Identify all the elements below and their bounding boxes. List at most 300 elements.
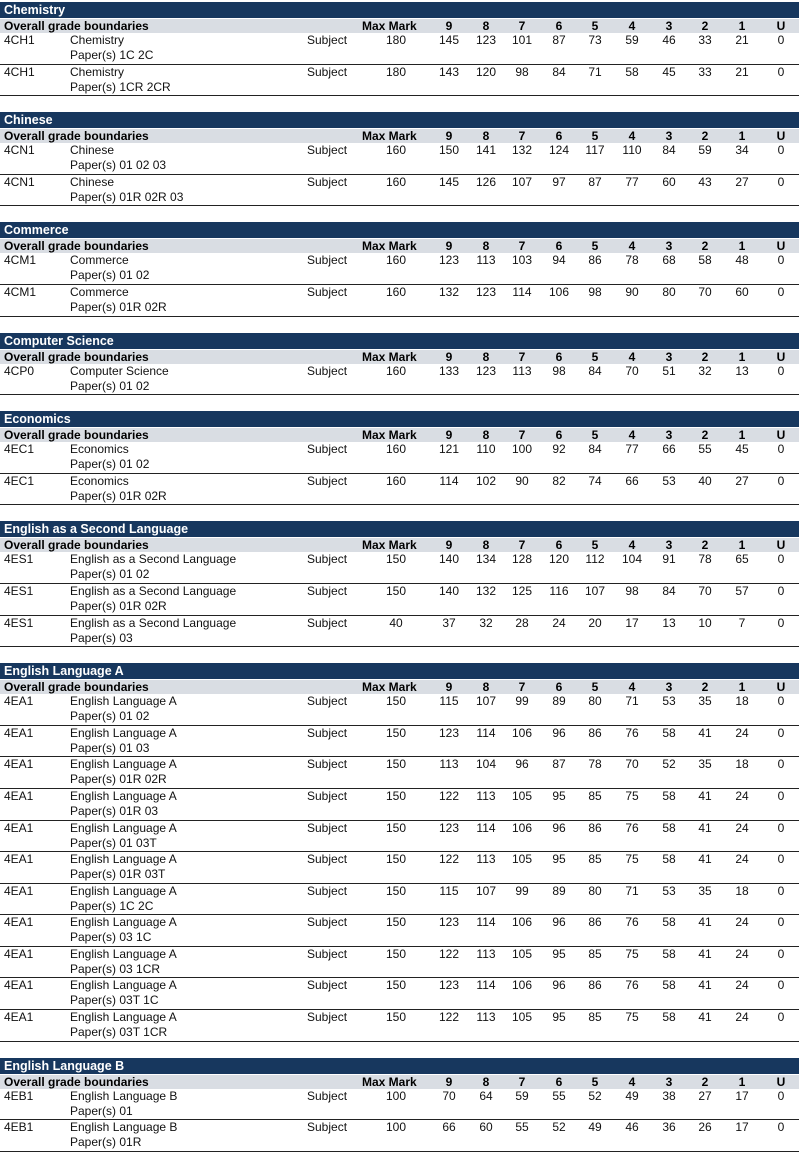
grade-header: 7 xyxy=(518,239,526,254)
grade-header: 9 xyxy=(445,239,453,254)
grade-boundary-value: 140 xyxy=(438,583,460,598)
section-title: Chinese xyxy=(0,112,799,128)
subject-section xyxy=(0,663,799,1042)
max-mark-header: Max Mark xyxy=(362,1074,417,1089)
qualification-type: Subject xyxy=(307,615,348,630)
qualification-type: Subject xyxy=(307,473,348,488)
grade-header: 7 xyxy=(518,428,526,443)
qualification-name xyxy=(70,852,177,882)
table-row xyxy=(0,915,799,947)
grade-boundary-value: 0 xyxy=(777,253,785,268)
grade-boundary-value: 99 xyxy=(515,883,529,898)
grade-boundary-value: 24 xyxy=(735,788,749,803)
qualification-title: English as a Second Language xyxy=(70,552,237,567)
qualification-title: Economics xyxy=(70,473,129,488)
qualification-title: English Language B xyxy=(70,1120,178,1135)
grade-boundary-value: 123 xyxy=(438,978,460,993)
max-mark-value: 150 xyxy=(385,694,407,709)
grade-boundary-value: 18 xyxy=(735,694,749,709)
section-title: Economics xyxy=(0,411,799,427)
qualification-code: 4EB1 xyxy=(4,1088,34,1103)
grade-boundary-value: 80 xyxy=(662,284,676,299)
paper-list: Paper(s) 01R 02R xyxy=(70,772,167,787)
grade-header: 2 xyxy=(701,129,709,144)
paper-list: Paper(s) 01 xyxy=(70,1103,133,1118)
grade-boundary-value: 53 xyxy=(662,473,676,488)
grade-boundary-value: 140 xyxy=(438,552,460,567)
qualification-code: 4EA1 xyxy=(4,915,34,930)
grade-boundary-value: 49 xyxy=(588,1120,602,1135)
grade-boundary-value: 66 xyxy=(625,473,639,488)
qualification-title: English Language A xyxy=(70,788,177,803)
grade-boundary-value: 132 xyxy=(511,143,533,158)
grade-boundary-value: 65 xyxy=(735,552,749,567)
qualification-type: Subject xyxy=(307,284,348,299)
grade-boundary-value: 105 xyxy=(511,1010,533,1025)
table-row xyxy=(0,852,799,884)
grade-header: 3 xyxy=(665,129,673,144)
grade-header: 9 xyxy=(445,1074,453,1089)
grade-boundary-value: 105 xyxy=(511,852,533,867)
paper-list: Paper(s) 01 02 xyxy=(70,268,150,283)
column-header-row xyxy=(0,1074,799,1089)
grade-boundary-value: 41 xyxy=(698,852,712,867)
overall-grade-boundaries-label: Overall grade boundaries xyxy=(4,1074,149,1089)
grade-header: 5 xyxy=(591,538,599,553)
grade-header: 2 xyxy=(701,19,709,33)
grade-boundary-value: 76 xyxy=(625,915,639,930)
grade-header: U xyxy=(776,538,786,553)
grade-boundary-value: 91 xyxy=(662,552,676,567)
grade-boundary-value: 18 xyxy=(735,883,749,898)
grade-boundary-value: 90 xyxy=(515,473,529,488)
grade-header: 2 xyxy=(701,1074,709,1089)
grade-boundary-value: 84 xyxy=(662,583,676,598)
paper-list: Paper(s) 03T 1CR xyxy=(70,1025,168,1040)
grade-boundary-value: 37 xyxy=(442,615,456,630)
grade-boundary-value: 41 xyxy=(698,820,712,835)
paper-list: Paper(s) 01R 02R 03 xyxy=(70,189,184,204)
grade-boundary-value: 89 xyxy=(552,883,566,898)
max-mark-header: Max Mark xyxy=(362,680,417,695)
grade-boundary-value: 0 xyxy=(777,583,785,598)
paper-list: Paper(s) 03 1CR xyxy=(70,961,161,976)
grade-boundary-value: 97 xyxy=(552,174,566,189)
grade-boundary-value: 145 xyxy=(438,33,460,47)
grade-boundary-value: 86 xyxy=(588,915,602,930)
grade-boundary-value: 106 xyxy=(511,725,533,740)
max-mark-value: 150 xyxy=(385,946,407,961)
qualification-type: Subject xyxy=(307,883,348,898)
grade-boundary-value: 122 xyxy=(438,852,460,867)
qualification-title: Economics xyxy=(70,442,129,457)
table-row xyxy=(0,789,799,821)
qualification-type: Subject xyxy=(307,852,348,867)
grade-boundary-value: 46 xyxy=(625,1120,639,1135)
table-row xyxy=(0,978,799,1010)
grade-header: 8 xyxy=(482,538,490,553)
qualification-name xyxy=(70,616,236,646)
grade-header: 6 xyxy=(555,129,563,144)
qualification-code: 4EA1 xyxy=(4,978,34,993)
grade-boundary-value: 95 xyxy=(552,852,566,867)
grade-boundary-value: 40 xyxy=(698,473,712,488)
grade-boundary-value: 107 xyxy=(475,694,497,709)
max-mark-value: 180 xyxy=(385,33,407,47)
grade-header: 4 xyxy=(628,428,636,443)
qualification-title: English Language A xyxy=(70,1010,177,1025)
grade-boundary-value: 114 xyxy=(476,978,496,993)
grade-boundary-value: 53 xyxy=(662,883,676,898)
qualification-type: Subject xyxy=(307,788,348,803)
qualification-name xyxy=(70,694,177,724)
grade-boundary-value: 58 xyxy=(662,1010,676,1025)
max-mark-value: 150 xyxy=(385,978,407,993)
grade-boundary-value: 89 xyxy=(552,694,566,709)
grade-boundary-value: 104 xyxy=(475,757,497,772)
grade-boundary-value: 58 xyxy=(698,253,712,268)
section-title: English Language B xyxy=(0,1058,799,1074)
paper-list: Paper(s) 01R 03T xyxy=(70,867,166,882)
grade-boundary-value: 145 xyxy=(438,174,460,189)
qualification-title: English Language A xyxy=(70,946,177,961)
grade-boundary-value: 0 xyxy=(777,33,785,47)
grade-header: 1 xyxy=(738,1074,746,1089)
grade-boundary-value: 95 xyxy=(552,1010,566,1025)
grade-header: 6 xyxy=(555,680,563,695)
grade-boundary-value: 113 xyxy=(512,363,532,378)
subject-section xyxy=(0,112,799,206)
grade-boundary-value: 34 xyxy=(735,143,749,158)
grade-boundary-value: 114 xyxy=(476,915,496,930)
grade-boundary-value: 41 xyxy=(698,978,712,993)
grade-boundary-value: 70 xyxy=(698,583,712,598)
grade-boundary-value: 76 xyxy=(625,978,639,993)
grade-boundary-value: 98 xyxy=(625,583,639,598)
qualification-name xyxy=(70,978,177,1008)
qualification-name xyxy=(70,33,153,63)
qualification-type: Subject xyxy=(307,694,348,709)
qualification-type: Subject xyxy=(307,143,348,158)
grade-header: U xyxy=(776,349,786,364)
grade-boundary-value: 122 xyxy=(438,946,460,961)
grade-header: 7 xyxy=(518,129,526,144)
qualification-code: 4EA1 xyxy=(4,883,34,898)
grade-header: 4 xyxy=(628,680,636,695)
grade-boundary-value: 122 xyxy=(438,788,460,803)
grade-boundary-value: 36 xyxy=(662,1120,676,1135)
grade-boundary-value: 35 xyxy=(698,694,712,709)
grade-boundary-value: 71 xyxy=(625,694,639,709)
grade-boundary-value: 66 xyxy=(442,1120,456,1135)
grade-boundary-value: 59 xyxy=(698,143,712,158)
qualification-name xyxy=(70,884,177,914)
grade-boundary-value: 17 xyxy=(735,1088,749,1103)
grade-boundary-value: 75 xyxy=(625,946,639,961)
subject-section xyxy=(0,222,799,316)
grade-boundary-value: 103 xyxy=(511,253,533,268)
grade-boundary-value: 57 xyxy=(735,583,749,598)
table-row xyxy=(0,616,799,648)
grade-boundary-value: 113 xyxy=(476,253,496,268)
grade-boundary-value: 0 xyxy=(777,174,785,189)
grade-boundary-value: 123 xyxy=(438,725,460,740)
grade-header: 8 xyxy=(482,680,490,695)
overall-grade-boundaries-label: Overall grade boundaries xyxy=(4,129,149,144)
grade-boundary-value: 58 xyxy=(662,788,676,803)
qualification-name xyxy=(70,1120,177,1150)
table-row xyxy=(0,884,799,916)
qualification-type: Subject xyxy=(307,978,348,993)
table-row xyxy=(0,285,799,317)
grade-boundary-value: 0 xyxy=(777,757,785,772)
grade-boundary-value: 41 xyxy=(698,788,712,803)
grade-header: 5 xyxy=(591,428,599,443)
grade-boundary-value: 134 xyxy=(475,552,497,567)
grade-boundary-value: 80 xyxy=(588,883,602,898)
qualification-code: 4EA1 xyxy=(4,946,34,961)
qualification-name xyxy=(70,143,166,173)
qualification-title: English Language B xyxy=(70,1088,178,1103)
grade-header: 2 xyxy=(701,349,709,364)
table-row xyxy=(0,1089,799,1121)
subject-section xyxy=(0,2,799,96)
grade-boundary-value: 55 xyxy=(698,442,712,457)
max-mark-value: 150 xyxy=(385,820,407,835)
grade-boundary-value: 55 xyxy=(515,1120,529,1135)
paper-list: Paper(s) 01 02 xyxy=(70,457,150,472)
qualification-code: 4EA1 xyxy=(4,725,34,740)
grade-boundary-value: 0 xyxy=(777,1010,785,1025)
grade-boundary-value: 106 xyxy=(511,820,533,835)
qualification-code: 4ES1 xyxy=(4,583,34,598)
qualification-code: 4CN1 xyxy=(4,143,35,158)
grade-boundary-value: 85 xyxy=(588,1010,602,1025)
grade-header: 8 xyxy=(482,349,490,364)
table-row xyxy=(0,364,799,396)
grade-boundary-value: 32 xyxy=(698,363,712,378)
column-header-row xyxy=(0,18,799,33)
qualification-code: 4CM1 xyxy=(4,253,37,268)
grade-boundary-value: 24 xyxy=(735,1010,749,1025)
section-title: English as a Second Language xyxy=(0,521,799,537)
grade-boundary-value: 110 xyxy=(476,442,496,457)
grade-boundary-value: 0 xyxy=(777,915,785,930)
grade-header: 9 xyxy=(445,349,453,364)
grade-header: 9 xyxy=(445,538,453,553)
qualification-code: 4EA1 xyxy=(4,1010,34,1025)
grade-header: 8 xyxy=(482,19,490,33)
qualification-name xyxy=(70,175,183,205)
grade-boundary-value: 60 xyxy=(662,174,676,189)
section-title: Computer Science xyxy=(0,333,799,349)
subject-section xyxy=(0,521,799,647)
grade-header: 5 xyxy=(591,19,599,33)
grade-boundary-value: 24 xyxy=(735,946,749,961)
qualification-name xyxy=(70,789,177,819)
qualification-code: 4CN1 xyxy=(4,174,35,189)
grade-boundary-value: 104 xyxy=(621,552,643,567)
qualification-name xyxy=(70,1089,177,1119)
grade-boundary-value: 17 xyxy=(735,1120,749,1135)
qualification-type: Subject xyxy=(307,725,348,740)
grade-header: 4 xyxy=(628,19,636,33)
grade-header: 4 xyxy=(628,239,636,254)
grade-boundary-value: 75 xyxy=(625,1010,639,1025)
grade-boundary-value: 41 xyxy=(698,725,712,740)
grade-header: 5 xyxy=(591,680,599,695)
grade-boundary-value: 21 xyxy=(735,64,749,79)
qualification-name xyxy=(70,442,149,472)
grade-boundary-value: 0 xyxy=(777,473,785,488)
max-mark-value: 150 xyxy=(385,1010,407,1025)
qualification-code: 4ES1 xyxy=(4,615,34,630)
grade-boundary-value: 0 xyxy=(777,615,785,630)
max-mark-value: 180 xyxy=(385,64,407,79)
grade-header: U xyxy=(776,1074,786,1089)
grade-boundary-value: 24 xyxy=(735,852,749,867)
grade-header: U xyxy=(776,680,786,695)
grade-boundary-value: 115 xyxy=(439,694,459,709)
overall-grade-boundaries-label: Overall grade boundaries xyxy=(4,349,149,364)
grade-header: 1 xyxy=(738,680,746,695)
section-title: English Language A xyxy=(0,663,799,679)
grade-boundary-value: 125 xyxy=(511,583,533,598)
grade-boundary-value: 86 xyxy=(588,978,602,993)
max-mark-header: Max Mark xyxy=(362,239,417,254)
grade-header: 6 xyxy=(555,349,563,364)
grade-boundary-value: 92 xyxy=(552,442,566,457)
grade-boundary-value: 0 xyxy=(777,788,785,803)
max-mark-value: 160 xyxy=(385,253,407,268)
grade-boundary-value: 46 xyxy=(662,33,676,47)
table-row xyxy=(0,474,799,506)
grade-boundary-value: 95 xyxy=(552,788,566,803)
max-mark-value: 150 xyxy=(385,552,407,567)
grade-boundary-value: 76 xyxy=(625,725,639,740)
grade-boundary-value: 94 xyxy=(552,253,566,268)
grade-boundary-value: 24 xyxy=(735,820,749,835)
grade-boundary-value: 0 xyxy=(777,978,785,993)
qualification-name xyxy=(70,253,149,283)
paper-list: Paper(s) 1CR 2CR xyxy=(70,79,171,94)
grade-header: U xyxy=(776,129,786,144)
paper-list: Paper(s) 03 xyxy=(70,630,133,645)
qualification-name xyxy=(70,285,167,315)
grade-boundary-value: 71 xyxy=(625,883,639,898)
grade-boundary-value: 43 xyxy=(698,174,712,189)
grade-boundary-value: 78 xyxy=(588,757,602,772)
grade-boundary-value: 21 xyxy=(735,33,749,47)
grade-boundary-value: 52 xyxy=(552,1120,566,1135)
grade-boundary-value: 27 xyxy=(735,473,749,488)
grade-boundary-value: 105 xyxy=(511,788,533,803)
grade-header: 4 xyxy=(628,1074,636,1089)
column-header-row xyxy=(0,427,799,442)
subject-section xyxy=(0,411,799,505)
grade-header: U xyxy=(776,428,786,443)
max-mark-value: 100 xyxy=(385,1120,407,1135)
grade-boundary-value: 26 xyxy=(698,1120,712,1135)
grade-boundary-value: 58 xyxy=(662,820,676,835)
grade-boundary-value: 96 xyxy=(515,757,529,772)
grade-boundary-value: 85 xyxy=(588,946,602,961)
grade-boundary-value: 41 xyxy=(698,946,712,961)
grade-boundary-value: 76 xyxy=(625,820,639,835)
column-header-row xyxy=(0,128,799,143)
grade-boundary-value: 58 xyxy=(662,978,676,993)
table-row xyxy=(0,1120,799,1152)
qualification-name xyxy=(70,584,236,614)
grade-boundary-value: 120 xyxy=(475,64,497,79)
qualification-code: 4ES1 xyxy=(4,552,34,567)
grade-boundary-value: 143 xyxy=(438,64,460,79)
qualification-name xyxy=(70,65,171,95)
grade-boundary-value: 58 xyxy=(662,946,676,961)
grade-boundary-value: 112 xyxy=(585,552,605,567)
grade-boundary-value: 87 xyxy=(588,174,602,189)
grade-header: 3 xyxy=(665,19,673,33)
grade-boundary-value: 0 xyxy=(777,852,785,867)
grade-boundary-value: 110 xyxy=(622,143,642,158)
grade-boundary-value: 115 xyxy=(439,883,459,898)
paper-list: Paper(s) 01R xyxy=(70,1135,142,1150)
grade-header: 3 xyxy=(665,1074,673,1089)
qualification-type: Subject xyxy=(307,1120,348,1135)
grade-boundary-value: 107 xyxy=(475,883,497,898)
grade-boundary-value: 0 xyxy=(777,946,785,961)
grade-header: 9 xyxy=(445,680,453,695)
grade-boundary-value: 107 xyxy=(584,583,606,598)
grade-boundary-value: 59 xyxy=(625,33,639,47)
grade-boundary-value: 55 xyxy=(552,1088,566,1103)
max-mark-value: 160 xyxy=(385,363,407,378)
grade-header: 1 xyxy=(738,129,746,144)
table-row xyxy=(0,175,799,207)
paper-list: Paper(s) 03 1C xyxy=(70,930,152,945)
grade-boundary-value: 122 xyxy=(438,1010,460,1025)
grade-header: 1 xyxy=(738,349,746,364)
qualification-name xyxy=(70,364,169,394)
grade-boundary-value: 58 xyxy=(662,915,676,930)
grade-header: 7 xyxy=(518,680,526,695)
grade-boundary-value: 75 xyxy=(625,852,639,867)
grade-boundary-value: 132 xyxy=(475,583,497,598)
grade-header: 6 xyxy=(555,538,563,553)
grade-boundary-value: 113 xyxy=(476,1010,496,1025)
grade-boundary-value: 96 xyxy=(552,725,566,740)
grade-header: 7 xyxy=(518,19,526,33)
paper-list: Paper(s) 01R 02R xyxy=(70,488,167,503)
grade-boundary-value: 60 xyxy=(735,284,749,299)
grade-boundary-value: 86 xyxy=(588,820,602,835)
qualification-type: Subject xyxy=(307,363,348,378)
grade-boundary-value: 7 xyxy=(738,615,746,630)
max-mark-value: 100 xyxy=(385,1088,407,1103)
grade-boundary-value: 0 xyxy=(777,725,785,740)
grade-boundary-value: 82 xyxy=(552,473,566,488)
max-mark-value: 150 xyxy=(385,852,407,867)
grade-boundary-value: 141 xyxy=(475,143,497,158)
qualification-type: Subject xyxy=(307,1088,348,1103)
grade-boundary-value: 120 xyxy=(548,552,570,567)
table-row xyxy=(0,65,799,97)
grade-header: 3 xyxy=(665,428,673,443)
grade-boundary-value: 87 xyxy=(552,757,566,772)
qualification-title: English Language A xyxy=(70,915,177,930)
paper-list: Paper(s) 1C 2C xyxy=(70,48,154,62)
grade-header: 7 xyxy=(518,349,526,364)
